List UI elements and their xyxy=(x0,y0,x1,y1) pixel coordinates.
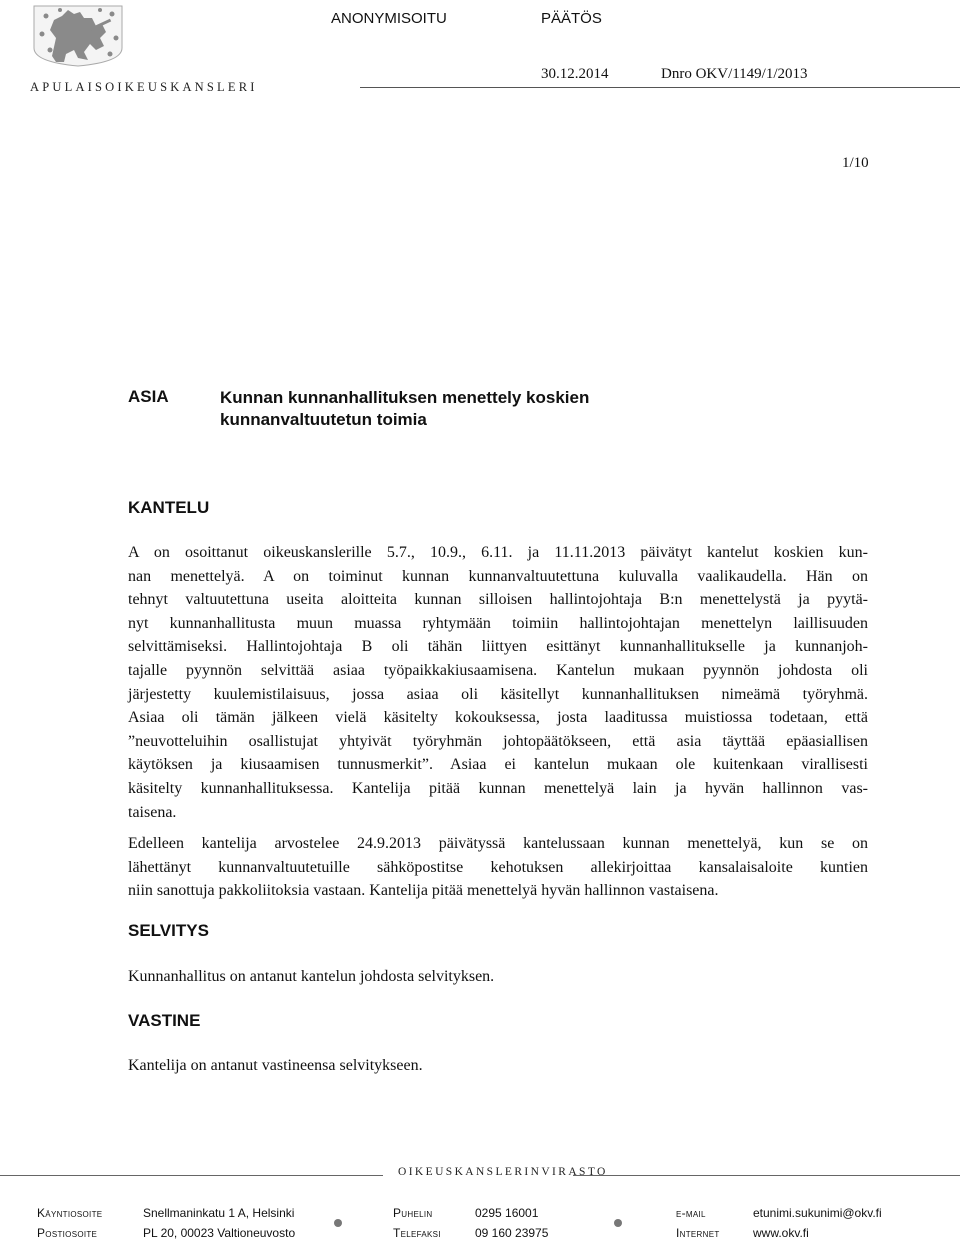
separator-dot xyxy=(614,1219,622,1227)
text-line: taisena. xyxy=(128,803,177,821)
text-line: A on osoittanut oikeuskanslerille 5.7., 10.9., 6.11. ja 11.11.2013 päivätyt kantelut koskien kun- xyxy=(128,544,868,561)
internet-label: Internet xyxy=(676,1226,720,1240)
selvitys-text: Kunnanhallitus on antanut kantelun johdosta selvityksen. xyxy=(128,968,495,985)
separator-dot xyxy=(334,1219,342,1227)
text-line: tajalle pyynnön selvittää asiaa työpaikkakiusaamisena. Kantelun mukaan pyynnön johdosta oli xyxy=(128,661,868,679)
section-heading-kantelu: KANTELU xyxy=(128,498,210,517)
text-line: lähettänyt kunnanvaltuutetuille sähköpostitse kehotuksen allekirjoittaa kansalaisaloite kuntien xyxy=(128,858,868,876)
website-link[interactable]: www.okv.fi xyxy=(753,1226,809,1240)
kantelu-paragraph-2 xyxy=(128,832,868,903)
kantelu-paragraph-1 xyxy=(128,541,868,824)
subject-title-line: Kunnan kunnanhallituksen menettely koskien xyxy=(220,388,590,407)
phone-label: Puhelin xyxy=(393,1206,433,1220)
text-line: käsitelty kunnanhallituksessa. Kantelija pitää kunnan menettelyä lain ja hyvän hallinnon vas- xyxy=(128,779,868,797)
footer-rule xyxy=(0,1175,383,1176)
text-line: ”neuvotteluihin osallistujat yhtyivät työryhmän johtopäätökseen, että asia täyttää epäasiallisen xyxy=(128,732,868,750)
text-line: nyt kunnanhallitusta muun muassa ryhtymään toimiin hallintojohtajan menettelyn laillisuuden xyxy=(128,614,868,632)
postal-address: PL 20, 00023 Valtioneuvosto xyxy=(143,1226,296,1240)
coat-of-arms-lion-icon xyxy=(30,4,126,68)
page-number: 1/10 xyxy=(842,155,869,171)
footer-organization: OIKEUSKANSLERINVIRASTO xyxy=(398,1166,608,1178)
text-line: niin sanottuja pakkoliitoksia vastaan. Kantelija pitää menettelyä hyvän hallinnon vastaisena. xyxy=(128,882,719,900)
postal-address-label: Postiosoite xyxy=(37,1226,98,1240)
text-line: Asiaa oli tämän jälkeen vielä käsitelty kokouksessa, josta laaditussa muistiossa todetaan, että xyxy=(128,709,868,727)
email-address[interactable]: etunimi.sukunimi@okv.fi xyxy=(753,1206,882,1220)
text-line: tehnyt valtuutettuna useita aloitteita kunnan silloisen hallintojohtaja B:n menettelystä ja pyytä- xyxy=(128,591,868,609)
text-line: nan menettelyä. A on toiminut kunnan kunnanvaltuutettuna kuluvalla vaalikaudella. Hän on xyxy=(128,567,868,585)
fax-number: 09 160 23975 xyxy=(475,1226,549,1240)
decision-label: PÄÄTÖS xyxy=(541,10,602,27)
text-line: selvittämiseksi. Hallintojohtaja B oli tähän liittyen esittänyt kunnanhallitukselle ja kunnanjoh- xyxy=(128,638,868,656)
footer-rule xyxy=(573,1175,960,1176)
anonymized-label: ANONYMISOITU xyxy=(331,10,447,27)
fax-label: Telefaksi xyxy=(393,1226,441,1240)
subject-label: ASIA xyxy=(128,387,169,406)
document-number: Dnro OKV/1149/1/2013 xyxy=(661,66,808,82)
visit-address: Snellmaninkatu 1 A, Helsinki xyxy=(143,1206,295,1220)
email-label: e-mail xyxy=(676,1206,706,1220)
header-rule xyxy=(360,87,960,88)
section-heading-selvitys: SELVITYS xyxy=(128,921,209,940)
text-line: käytöksen ja kiusaamisen tunnusmerkit”. Asiaa ei kantelun mukaan ole kuitenkaan virallisesti xyxy=(128,756,868,774)
text-line: järjestetty kuulemistilaisuus, jossa asiaa oli käsitellyt kunnanhallituksen nimeämä työryhmä. xyxy=(128,685,868,703)
organization-name: APULAISOIKEUSKANSLERI xyxy=(30,80,258,94)
phone-number: 0295 16001 xyxy=(475,1206,539,1220)
subject-title xyxy=(220,387,740,431)
subject-title-line: kunnanvaltuutetun toimia xyxy=(220,410,427,429)
document-date: 30.12.2014 xyxy=(541,66,609,82)
section-heading-vastine: VASTINE xyxy=(128,1011,201,1030)
visit-address-label: Käyntiosoite xyxy=(37,1206,103,1220)
text-line: Edelleen kantelija arvostelee 24.9.2013 päivätyssä kantelussaan kunnan menettelyä, kun se on xyxy=(128,835,868,852)
vastine-text: Kantelija on antanut vastineensa selvitykseen. xyxy=(128,1057,423,1074)
